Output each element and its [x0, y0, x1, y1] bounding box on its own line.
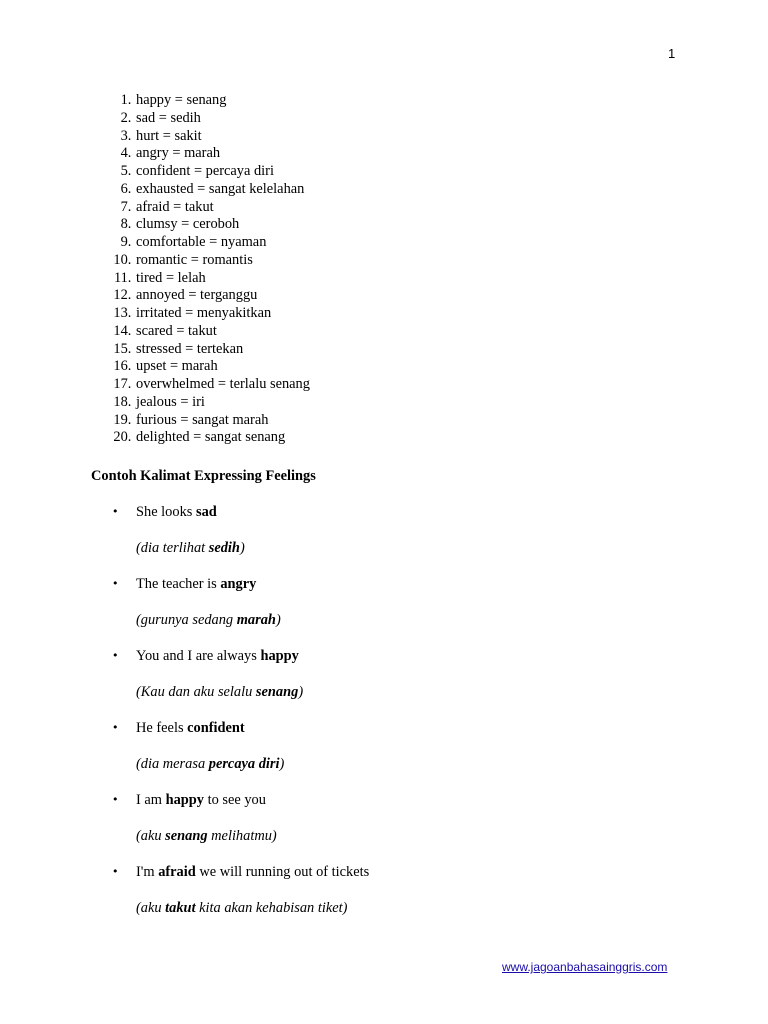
list-item [103, 216, 310, 234]
list-item-number: 5. [120, 163, 135, 179]
translation-text: (aku [136, 828, 166, 844]
sentence-text: we will running out of tickets [195, 864, 370, 880]
translation-text: ) [239, 540, 245, 556]
bullet-icon: • [112, 505, 119, 518]
list-item [103, 429, 310, 447]
list-item-text: clumsy = ceroboh [136, 216, 240, 233]
list-item-number: 17. [113, 376, 135, 392]
list-item-number: 20. [113, 429, 135, 446]
list-item-number: 6. [120, 180, 135, 197]
vocabulary-list [103, 92, 310, 447]
list-item-number: 3. [120, 127, 135, 144]
list-item [103, 199, 310, 217]
list-item [103, 145, 310, 163]
translation-text: ) [279, 756, 285, 772]
list-item-number: 11. [113, 269, 135, 286]
list-item-text: scared = takut [136, 322, 217, 339]
list-item-text: irritated = menyakitkan [136, 305, 272, 321]
example-translation [136, 898, 347, 918]
example-sentence [136, 862, 369, 882]
translation-text: (dia merasa [136, 756, 209, 772]
list-item-text: exhausted = sangat kelelahan [136, 180, 305, 197]
bullet-icon: • [112, 793, 119, 806]
sentence-text: He feels [136, 720, 188, 736]
sentence-text: You and I are always [136, 648, 261, 664]
list-item [103, 287, 310, 305]
example-sentence [136, 502, 217, 522]
list-item-text: jealous = iri [136, 393, 205, 410]
list-item [103, 163, 310, 181]
list-item [103, 252, 310, 270]
translation-text: (gurunya sedang [136, 612, 237, 628]
list-item [103, 412, 310, 430]
translation-text: (aku [136, 900, 166, 916]
list-item-text: afraid = takut [136, 198, 214, 215]
example-translation [136, 538, 245, 558]
list-item [103, 394, 310, 412]
list-item-text: annoyed = terganggu [136, 287, 258, 304]
translation-text: kita akan kehabisan tiket) [195, 900, 348, 916]
translation-keyword: takut [165, 900, 196, 916]
list-item [103, 234, 310, 252]
page-number: 1 [668, 46, 676, 61]
translation-keyword: marah [236, 612, 276, 628]
list-item-text: upset = marah [136, 358, 218, 375]
list-item-text: tired = lelah [136, 269, 206, 286]
list-item-number: 14. [113, 322, 135, 339]
translation-keyword: sedih [208, 540, 240, 556]
list-item-number: 16. [113, 358, 135, 375]
translation-text: melihatmu) [207, 828, 277, 844]
list-item-number: 7. [120, 198, 135, 215]
example-sentence [136, 646, 299, 666]
translation-keyword: senang [255, 684, 299, 700]
list-item-number: 10. [113, 251, 135, 268]
translation-text: (Kau dan aku selalu [136, 684, 256, 700]
list-item [103, 305, 310, 323]
sentence-text: to see you [203, 792, 266, 808]
list-item-number: 18. [113, 393, 135, 410]
list-item-text: overwhelmed = terlalu senang [136, 376, 310, 392]
sentence-text: The teacher is [136, 576, 221, 592]
example-sentence [136, 790, 266, 810]
translation-keyword: percaya diri [208, 756, 280, 772]
example-translation [136, 754, 284, 774]
example-sentence [136, 574, 256, 594]
list-item-number: 2. [120, 109, 135, 126]
list-item-text: confident = percaya diri [136, 163, 274, 179]
list-item [103, 181, 310, 199]
list-item-text: comfortable = nyaman [136, 234, 267, 250]
sentence-text: I am [136, 792, 166, 808]
bullet-icon: • [112, 865, 119, 878]
example-translation [136, 610, 281, 630]
list-item-number: 8. [120, 216, 135, 233]
list-item-number: 19. [113, 411, 135, 428]
sentence-keyword: confident [187, 720, 245, 736]
list-item-number: 1. [120, 92, 135, 108]
sentence-text: She looks [136, 504, 196, 520]
list-item-text: happy = senang [136, 92, 227, 108]
sentence-keyword: happy [260, 648, 299, 664]
list-item-text: sad = sedih [136, 109, 201, 126]
section-heading: Contoh Kalimat Expressing Feelings [91, 468, 316, 484]
sentence-keyword: sad [195, 504, 217, 520]
sentence-text: I'm [136, 864, 159, 880]
list-item [103, 270, 310, 288]
bullet-icon: • [112, 649, 119, 662]
translation-text: ) [298, 684, 304, 700]
list-item-number: 15. [113, 340, 135, 357]
list-item-text: hurt = sakit [136, 127, 202, 144]
list-item [103, 92, 310, 110]
example-sentence [136, 718, 245, 738]
sentence-keyword: happy [165, 792, 204, 808]
list-item-number: 4. [120, 145, 135, 162]
list-item [103, 110, 310, 128]
list-item [103, 323, 310, 341]
translation-text: ) [275, 612, 281, 628]
list-item-text: delighted = sangat senang [136, 429, 286, 446]
list-item-number: 13. [113, 305, 135, 321]
list-item-text: romantic = romantis [136, 251, 253, 268]
example-translation [136, 826, 277, 846]
list-item [103, 341, 310, 359]
list-item-number: 9. [120, 234, 135, 250]
sentence-keyword: afraid [158, 864, 196, 880]
translation-keyword: senang [165, 828, 208, 844]
list-item-text: stressed = tertekan [136, 340, 244, 357]
sentence-keyword: angry [220, 576, 257, 592]
list-item-text: angry = marah [136, 145, 221, 162]
footer-website-link[interactable]: www.jagoanbahasainggris.com [502, 960, 668, 974]
list-item [103, 358, 310, 376]
list-item-text: furious = sangat marah [136, 411, 269, 428]
list-item [103, 128, 310, 146]
example-translation [136, 682, 303, 702]
bullet-icon: • [112, 721, 119, 734]
list-item [103, 376, 310, 394]
bullet-icon: • [112, 577, 119, 590]
list-item-number: 12. [113, 287, 135, 304]
translation-text: (dia terlihat [136, 540, 209, 556]
